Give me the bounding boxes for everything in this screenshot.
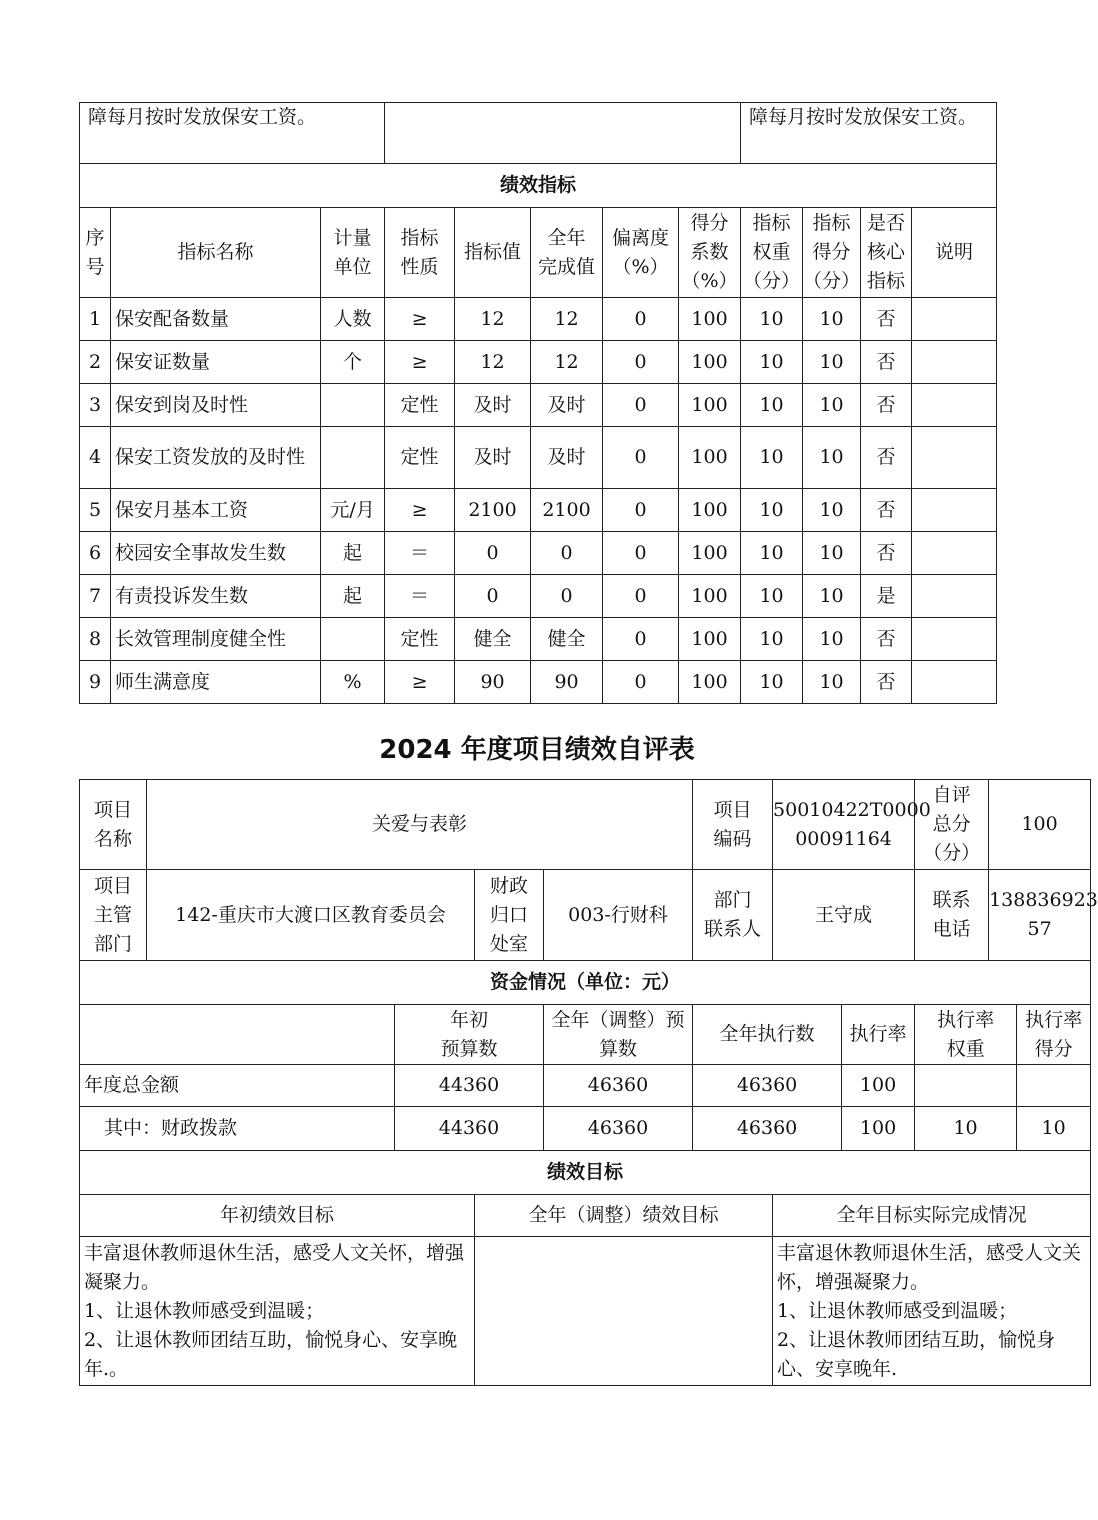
funds-cell: 10 (1017, 1107, 1091, 1151)
indicator-cell: 90 (531, 661, 603, 704)
project-name-label: 项目 名称 (80, 780, 147, 870)
dept-value: 142-重庆市大渡口区教育委员会 (147, 870, 475, 961)
header-cell: 是否 核心 指标 (861, 208, 912, 298)
indicator-table (79, 102, 997, 704)
indicator-cell: 100 (679, 427, 741, 489)
indicator-row (80, 341, 997, 384)
indicator-cell (321, 384, 385, 427)
indicator-cell: 12 (531, 298, 603, 341)
indicator-cell: 否 (861, 298, 912, 341)
indicator-section-title: 绩效指标 (80, 164, 997, 208)
funds-cell: 100 (842, 1065, 915, 1107)
goals-header-cell: 全年目标实际完成情况 (773, 1195, 1091, 1237)
indicator-cell: 否 (861, 427, 912, 489)
project-code-value: 50010422T0000 00091164 (773, 780, 915, 870)
funds-cell: 10 (915, 1107, 1017, 1151)
indicator-cell: 10 (803, 384, 861, 427)
header-cell: 全年 完成值 (531, 208, 603, 298)
indicator-cell: 10 (803, 661, 861, 704)
indicator-cell: 0 (603, 661, 679, 704)
funds-row (80, 1065, 1091, 1107)
indicator-cell: 元/月 (321, 489, 385, 532)
indicator-cell (912, 575, 997, 618)
header-cell: 说明 (912, 208, 997, 298)
indicator-cell: 否 (861, 661, 912, 704)
indicator-cell: 及时 (531, 427, 603, 489)
funds-cell: 44360 (395, 1065, 544, 1107)
funds-header-cell: 全年执行数 (693, 1005, 842, 1065)
indicator-cell: 0 (531, 532, 603, 575)
indicator-cell: 10 (803, 298, 861, 341)
header-cell: 计量 单位 (321, 208, 385, 298)
header-cell: 指标 权重 （分） (741, 208, 803, 298)
indicator-cell: 10 (741, 489, 803, 532)
indicator-cell: ＝ (385, 575, 455, 618)
indicator-cell (912, 298, 997, 341)
indicator-cell: 100 (679, 384, 741, 427)
indicator-cell: 0 (603, 341, 679, 384)
indicator-cell: 起 (321, 575, 385, 618)
goal-initial-cell: 障每月按时发放保安工资。 (80, 103, 385, 164)
indicator-cell (912, 384, 997, 427)
indicator-cell: 10 (741, 532, 803, 575)
indicator-cell: ＝ (385, 532, 455, 575)
indicator-row (80, 384, 997, 427)
indicator-cell: 定性 (385, 618, 455, 661)
office-label: 财政 归口 处室 (475, 870, 544, 961)
indicator-cell: 0 (603, 384, 679, 427)
indicator-cell: 0 (603, 489, 679, 532)
indicator-cell: 10 (741, 341, 803, 384)
indicator-cell: 及时 (455, 384, 531, 427)
indicator-cell: 10 (803, 532, 861, 575)
goals-header-cell: 年初绩效目标 (80, 1195, 475, 1237)
goals-section-title: 绩效目标 (80, 1151, 1091, 1195)
indicator-row (80, 575, 997, 618)
indicator-cell: 10 (741, 618, 803, 661)
indicator-cell: 7 (80, 575, 111, 618)
indicator-name-cell: 长效管理制度健全性 (111, 618, 321, 661)
indicator-name-cell: 师生满意度 (111, 661, 321, 704)
funds-cell (1017, 1065, 1091, 1107)
indicator-name-cell: 保安配备数量 (111, 298, 321, 341)
funds-header-cell: 执行率 得分 (1017, 1005, 1091, 1065)
indicator-cell: 10 (803, 341, 861, 384)
funds-header-cell (80, 1005, 395, 1065)
funds-header-cell: 执行率 (842, 1005, 915, 1065)
project-dept-row (80, 870, 1091, 961)
header-cell: 指标值 (455, 208, 531, 298)
indicator-cell: 100 (679, 575, 741, 618)
indicator-cell: 健全 (531, 618, 603, 661)
indicator-cell: 10 (741, 427, 803, 489)
contact-value: 王守成 (773, 870, 915, 961)
indicator-cell: 1 (80, 298, 111, 341)
indicator-cell: 10 (803, 618, 861, 661)
indicator-row (80, 298, 997, 341)
indicator-row (80, 489, 997, 532)
header-cell: 指标 得分 （分） (803, 208, 861, 298)
indicator-cell: 5 (80, 489, 111, 532)
indicator-cell: 100 (679, 341, 741, 384)
indicator-cell (912, 427, 997, 489)
indicator-row (80, 618, 997, 661)
indicator-cell: 否 (861, 341, 912, 384)
funds-cell: 46360 (693, 1107, 842, 1151)
funds-cell: 46360 (544, 1107, 693, 1151)
indicator-cell: ≥ (385, 489, 455, 532)
indicator-row (80, 661, 997, 704)
indicator-cell: 个 (321, 341, 385, 384)
contact-label: 部门 联系人 (693, 870, 773, 961)
header-cell: 偏离度 （%） (603, 208, 679, 298)
funds-cell: 年度总金额 (80, 1065, 395, 1107)
project-code-label: 项目 编码 (693, 780, 773, 870)
office-value: 003-行财科 (544, 870, 693, 961)
indicator-cell: 起 (321, 532, 385, 575)
funds-row (80, 1107, 1091, 1151)
indicator-cell: 10 (803, 489, 861, 532)
score-label: 自评 总分 （分） (915, 780, 989, 870)
funds-section-title: 资金情况（单位：元） (80, 961, 1091, 1005)
indicator-cell: 90 (455, 661, 531, 704)
goals-header-row (80, 1195, 1091, 1237)
header-cell: 序 号 (80, 208, 111, 298)
funds-header-cell: 执行率 权重 (915, 1005, 1017, 1065)
indicator-row (80, 427, 997, 489)
indicator-cell: 100 (679, 618, 741, 661)
indicator-cell: 100 (679, 661, 741, 704)
indicator-name-cell: 保安到岗及时性 (111, 384, 321, 427)
indicator-cell: 2100 (455, 489, 531, 532)
indicator-rows (80, 298, 997, 704)
indicator-cell: 6 (80, 532, 111, 575)
indicator-cell: 否 (861, 618, 912, 661)
indicator-row (80, 532, 997, 575)
indicator-cell: 否 (861, 532, 912, 575)
indicator-cell: 否 (861, 384, 912, 427)
indicator-cell: % (321, 661, 385, 704)
goal-actual-cell: 障每月按时发放保安工资。 (741, 103, 997, 164)
goal-continuation-row (80, 103, 997, 164)
indicator-cell: 10 (803, 427, 861, 489)
phone-value: 138836923 57 (989, 870, 1091, 961)
indicator-cell: 10 (803, 575, 861, 618)
goal-adjusted-cell (385, 103, 741, 164)
indicator-cell: 0 (603, 298, 679, 341)
funds-cell: 其中：财政拨款 (80, 1107, 395, 1151)
indicator-cell: 4 (80, 427, 111, 489)
indicator-cell: 及时 (455, 427, 531, 489)
funds-cell: 100 (842, 1107, 915, 1151)
indicator-cell: 0 (455, 532, 531, 575)
indicator-cell (912, 532, 997, 575)
indicator-cell: 定性 (385, 384, 455, 427)
indicator-cell: 100 (679, 298, 741, 341)
indicator-name-cell: 保安月基本工资 (111, 489, 321, 532)
indicator-cell: 100 (679, 489, 741, 532)
funds-cell: 46360 (544, 1065, 693, 1107)
indicator-cell: 9 (80, 661, 111, 704)
dept-label: 项目 主管 部门 (80, 870, 147, 961)
page-title: 2024 年度项目绩效自评表 (379, 735, 695, 765)
indicator-cell: 2100 (531, 489, 603, 532)
indicator-cell: 10 (741, 575, 803, 618)
funds-cell (915, 1065, 1017, 1107)
indicator-cell (912, 618, 997, 661)
indicator-cell: 10 (741, 384, 803, 427)
indicator-cell: 8 (80, 618, 111, 661)
indicator-cell: ≥ (385, 661, 455, 704)
indicator-cell: 12 (455, 341, 531, 384)
indicator-header-row (80, 208, 997, 298)
indicator-name-cell: 保安证数量 (111, 341, 321, 384)
indicator-cell: 否 (861, 489, 912, 532)
indicator-cell: 12 (455, 298, 531, 341)
indicator-name-cell: 保安工资发放的及时性 (111, 427, 321, 489)
actual-goal-text: 丰富退休教师退休生活，感受人文关怀，增强凝聚力。 1、让退休教师感受到温暖； 2、让退休教师团结互助，愉悦身心、安享晚年. (773, 1237, 1091, 1386)
indicator-cell: 10 (741, 661, 803, 704)
indicator-cell: ≥ (385, 341, 455, 384)
indicator-cell: 人数 (321, 298, 385, 341)
indicator-cell (912, 341, 997, 384)
indicator-cell (321, 427, 385, 489)
goals-header-cell: 全年（调整）绩效目标 (475, 1195, 773, 1237)
indicator-cell (912, 489, 997, 532)
indicator-name-cell: 有责投诉发生数 (111, 575, 321, 618)
funds-header-row (80, 1005, 1091, 1065)
funds-header-cell: 年初 预算数 (395, 1005, 544, 1065)
indicator-cell: ≥ (385, 298, 455, 341)
indicator-cell: 0 (603, 618, 679, 661)
header-cell: 得分 系数 （%） (679, 208, 741, 298)
indicator-cell: 健全 (455, 618, 531, 661)
indicator-cell (321, 618, 385, 661)
indicator-cell: 100 (679, 532, 741, 575)
funds-header-cell: 全年（调整）预算数 (544, 1005, 693, 1065)
adjusted-goal-text (475, 1237, 773, 1386)
score-value: 100 (989, 780, 1091, 870)
indicator-name-cell: 校园安全事故发生数 (111, 532, 321, 575)
header-cell: 指标 性质 (385, 208, 455, 298)
indicator-cell: 12 (531, 341, 603, 384)
header-cell: 指标名称 (111, 208, 321, 298)
evaluation-table (79, 779, 1098, 1386)
indicator-cell (912, 661, 997, 704)
indicator-cell: 2 (80, 341, 111, 384)
indicator-cell: 0 (603, 532, 679, 575)
indicator-cell: 是 (861, 575, 912, 618)
indicator-cell: 定性 (385, 427, 455, 489)
indicator-cell: 10 (741, 298, 803, 341)
indicator-cell: 0 (603, 427, 679, 489)
indicator-cell: 0 (531, 575, 603, 618)
goals-content-row (80, 1237, 1091, 1386)
indicator-cell: 3 (80, 384, 111, 427)
project-name-row (80, 780, 1091, 870)
phone-label: 联系 电话 (915, 870, 989, 961)
indicator-cell: 0 (603, 575, 679, 618)
initial-goal-text: 丰富退休教师退休生活，感受人文关怀，增强凝聚力。 1、让退休教师感受到温暖； 2、让退休教师团结互助，愉悦身心、安享晚年.。 (80, 1237, 475, 1386)
project-name-value: 关爱与表彰 (147, 780, 693, 870)
funds-cell: 46360 (693, 1065, 842, 1107)
indicator-cell: 及时 (531, 384, 603, 427)
indicator-cell: 0 (455, 575, 531, 618)
funds-cell: 44360 (395, 1107, 544, 1151)
